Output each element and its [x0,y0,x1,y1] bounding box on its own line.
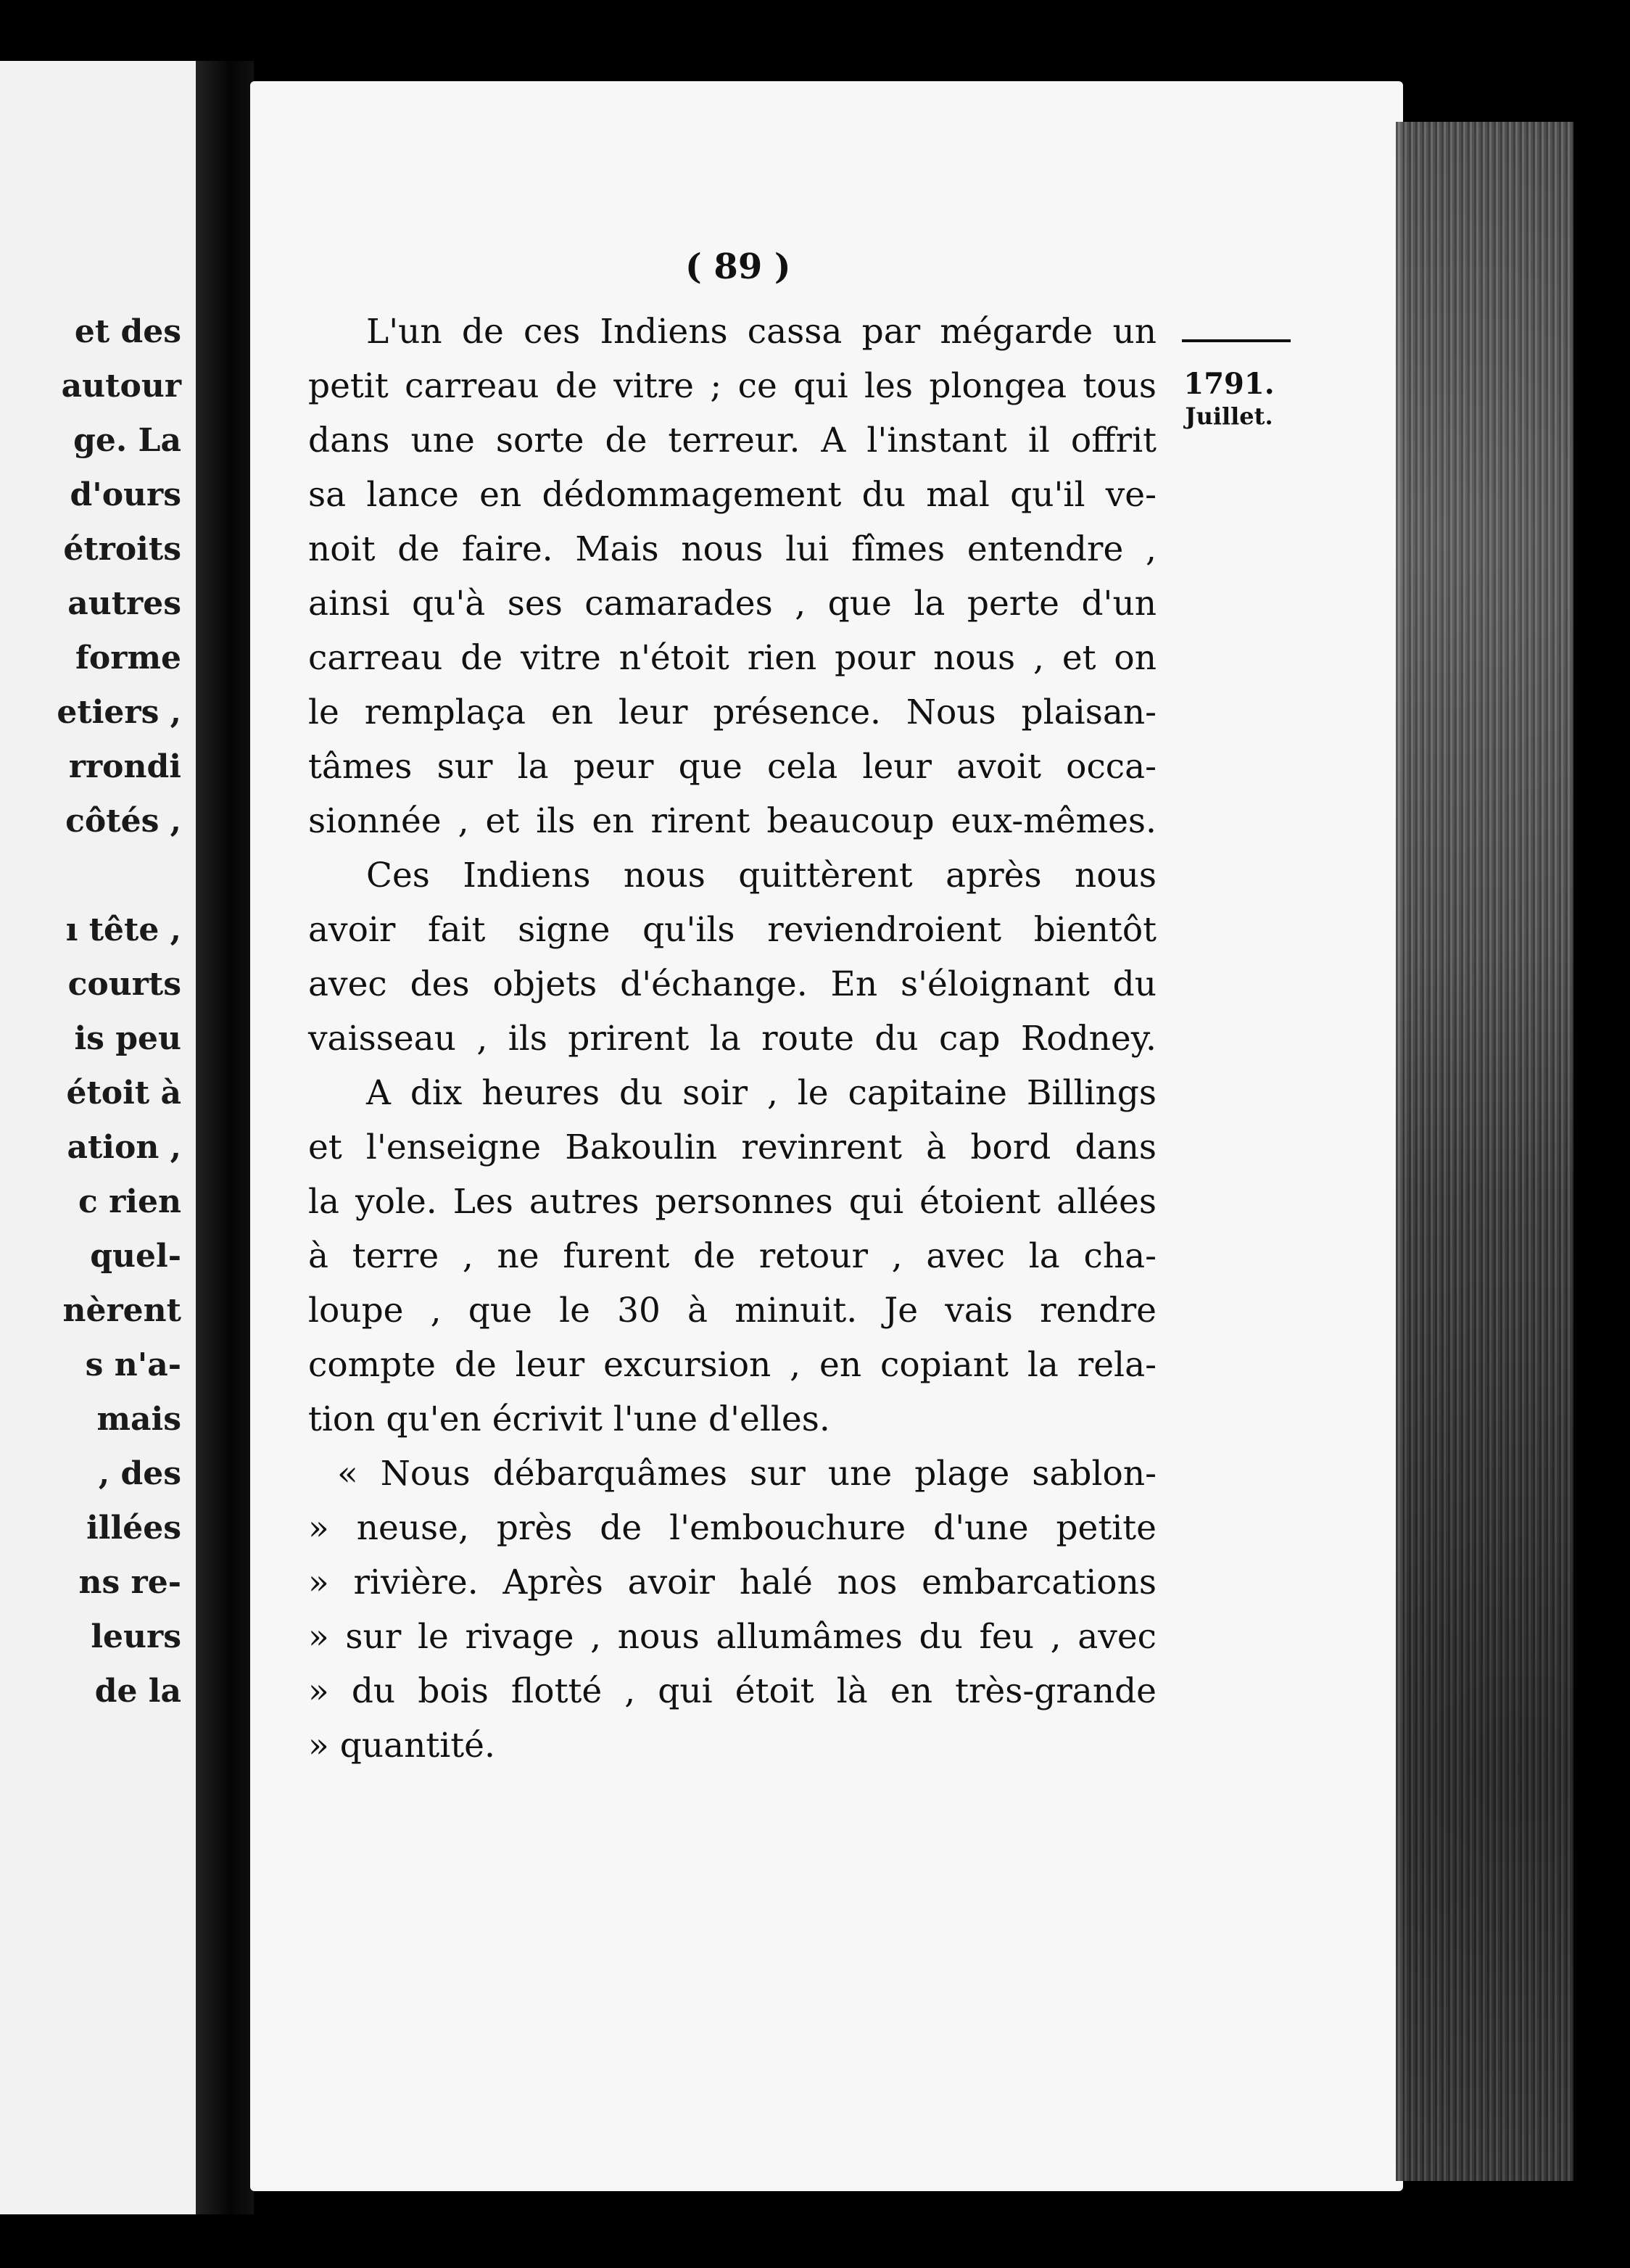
page-fore-edge [1396,122,1573,2181]
left-page-line: autres [67,585,181,622]
left-page-line: nèrent [62,1292,181,1329]
text-line: vaisseau , ils prirent la route du cap Rodney. [308,1019,1157,1059]
text-line: dans une sorte de terreur. A l'instant il offrit [308,421,1157,460]
text-line: carreau de vitre n'étoit rien pour nous , et on [308,638,1157,678]
left-page-line: ation , [67,1129,181,1166]
text-line: noit de faire. Mais nous lui fîmes entendre , [308,529,1157,569]
text-line: tion qu'en écrivit l'une d'elles. [308,1399,830,1439]
text-line: compte de leur excursion , en copiant la rela- [308,1345,1157,1385]
text-line: et l'enseigne Bakoulin revinrent à bord dans [308,1127,1157,1167]
text-line: « Nous débarquâmes sur une plage sablon- [337,1454,1157,1494]
left-page-line: , des [98,1455,181,1492]
left-page-line: forme [75,640,181,676]
left-page-line: is peu [74,1020,181,1057]
page-number: ( 89 ) [685,247,791,287]
left-page-line: ns re- [78,1564,181,1601]
text-line: sa lance en dédommagement du mal qu'il ve- [308,475,1157,515]
text-line: à terre , ne furent de retour , avec la cha- [308,1236,1157,1276]
marginal-year: 1791. [1183,367,1275,401]
left-facing-page [0,61,196,2214]
text-line: ainsi qu'à ses camarades , que la perte d'un [308,584,1157,624]
text-line: tâmes sur la peur que cela leur avoit occa- [308,747,1157,787]
text-line: Ces Indiens nous quittèrent après nous [366,856,1157,895]
left-page-line: autour [61,368,181,405]
text-line: loupe , que le 30 à minuit. Je vais rendre [308,1291,1157,1330]
left-page-line: étroits [63,531,181,568]
text-line: » quantité. [308,1726,495,1766]
text-line: la yole. Les autres personnes qui étoient allées [308,1182,1157,1222]
left-page-line: etiers , [57,694,181,731]
left-page-line: mais [96,1401,181,1438]
text-line: petit carreau de vitre ; ce qui les plongea tous [308,366,1157,406]
left-page-text [57,305,181,1718]
left-page-line: de la [94,1673,181,1710]
text-line: » neuse, près de l'embouchure d'une petite [308,1508,1157,1548]
marginal-month: Juillet. [1185,402,1273,430]
text-line: A dix heures du soir , le capitaine Billings [366,1073,1157,1113]
left-page-line: rrondi [68,748,181,785]
left-page-line: étoit à [66,1075,181,1112]
body-text [308,305,1157,1773]
left-page-line: s n'a- [85,1346,181,1383]
text-line: le remplaça en leur présence. Nous plaisan- [308,692,1157,732]
book-gutter [196,61,254,2214]
left-page-line: côtés , [65,803,181,840]
left-page-line: ge. La [73,422,181,459]
left-page-line: leurs [91,1618,181,1655]
left-page-line [57,848,181,903]
left-page-line: illées [86,1510,181,1547]
left-page-line: d'ours [70,476,181,513]
text-line: avec des objets d'échange. En s'éloignant du [308,964,1157,1004]
text-line: avoir fait signe qu'ils reviendroient bientôt [308,910,1157,950]
text-line: » sur le rivage , nous allumâmes du feu , avec [308,1617,1157,1657]
marginal-rule [1182,339,1291,342]
left-page-line: ı tête , [65,911,181,948]
text-line: » rivière. Après avoir halé nos embarcations [308,1563,1157,1602]
left-page-line: courts [67,966,181,1003]
marginal-note [1175,339,1283,431]
left-page-line: c rien [78,1183,181,1220]
left-page-line: quel- [90,1238,181,1275]
left-page-line: et des [74,313,181,350]
text-line: L'un de ces Indiens cassa par mégarde un [366,312,1157,352]
text-line: sionnée , et ils en rirent beaucoup eux-mêmes. [308,801,1157,841]
text-line: » du bois flotté , qui étoit là en très-grande [308,1671,1157,1711]
